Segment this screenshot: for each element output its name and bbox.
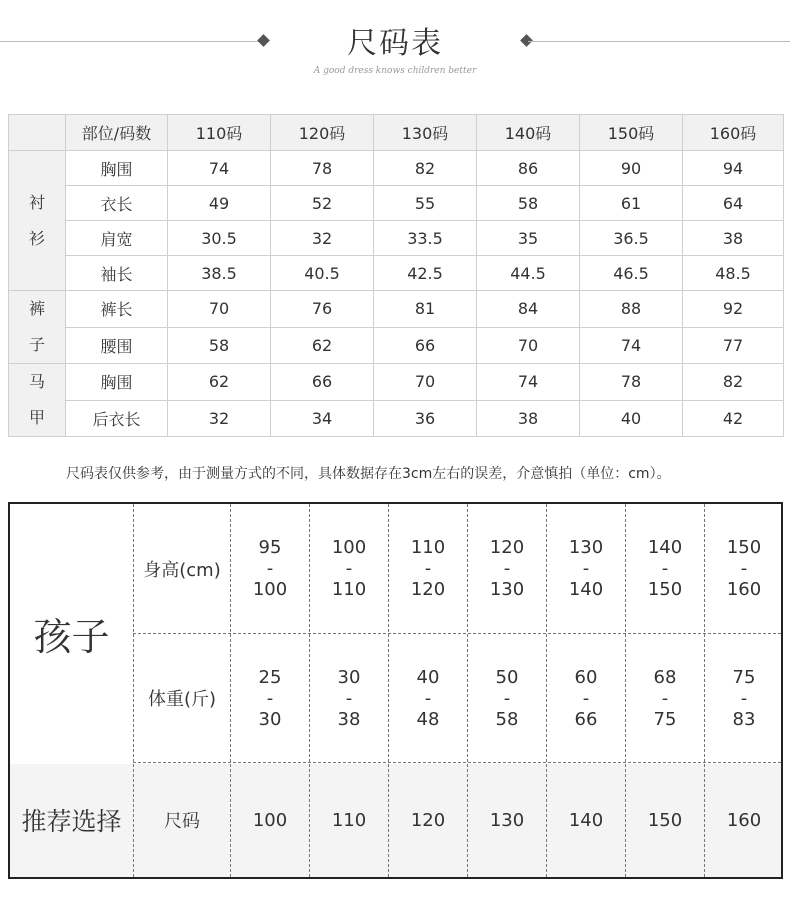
size-cell: 130: [489, 809, 525, 831]
measurement-cell: 35: [477, 221, 580, 256]
size-cell: 160: [726, 809, 762, 831]
range-dash: -: [582, 687, 590, 709]
height-cell: [389, 504, 467, 633]
measurement-cell: 42: [683, 400, 784, 437]
title-left-rule: [0, 41, 262, 42]
measurement-cell: 32: [168, 400, 271, 437]
size-cell: 120: [410, 809, 446, 831]
column-header: [9, 115, 66, 151]
height-cell: [468, 504, 546, 633]
measurement-cell: 92: [683, 291, 784, 328]
measurement-cell: 78: [271, 151, 374, 186]
column-header: 110码: [168, 115, 271, 151]
part-label: 袖长: [66, 256, 168, 291]
range-value: 150: [726, 537, 762, 558]
child-label: 孩子: [33, 614, 110, 659]
measurement-cell: 38: [683, 221, 784, 256]
size-chart-table: [8, 114, 784, 437]
part-label: 衣长: [66, 186, 168, 221]
height-cell: [547, 504, 625, 633]
measurement-cell: 66: [374, 327, 477, 364]
measurement-cell: 88: [580, 291, 683, 328]
group-label-char: 子: [28, 335, 45, 354]
column-header: 部位/码数: [66, 115, 168, 151]
group-label-char: 衬: [28, 192, 45, 212]
measurement-cell: 48.5: [683, 256, 784, 291]
range-value: 120: [410, 579, 446, 600]
weight-cell: [310, 634, 388, 762]
group-label: [9, 151, 66, 291]
range-dash: -: [424, 558, 432, 579]
range-value: 120: [489, 537, 525, 558]
height-cell: [626, 504, 704, 633]
measurement-cell: 62: [168, 364, 271, 401]
size-label: 尺码: [164, 811, 200, 832]
range-value: 140: [647, 537, 683, 558]
range-dash: -: [740, 558, 748, 579]
measurement-cell: 36.5: [580, 221, 683, 256]
range-value: 160: [726, 579, 762, 600]
measurement-cell: 94: [683, 151, 784, 186]
table-row: [9, 327, 784, 364]
size-cell: 100: [252, 809, 288, 831]
column-header: 120码: [271, 115, 374, 151]
recommend-label: 推荐选择: [21, 807, 122, 836]
height-label: 身高(cm): [143, 559, 221, 581]
weight-cell: [389, 634, 467, 762]
measurement-cell: 86: [477, 151, 580, 186]
range-dash: -: [740, 687, 748, 709]
group-label: [9, 291, 66, 364]
weight-cell: [626, 634, 704, 762]
column-header: 130码: [374, 115, 477, 151]
size-cell: 140: [568, 809, 604, 831]
height-cell: [310, 504, 388, 633]
range-value: 50: [495, 666, 519, 688]
column-header: 160码: [683, 115, 784, 151]
range-value: 100: [331, 537, 367, 558]
measurement-cell: 33.5: [374, 221, 477, 256]
table-row: [9, 256, 784, 291]
weight-cell: [705, 634, 783, 762]
weight-cell: [468, 634, 546, 762]
range-value: 30: [337, 666, 361, 688]
part-label: 肩宽: [66, 221, 168, 256]
range-dash: -: [661, 558, 669, 579]
measurement-cell: 38: [477, 400, 580, 437]
measurement-cell: 81: [374, 291, 477, 328]
weight-cell: [231, 634, 309, 762]
height-cell: [231, 504, 309, 633]
range-value: 30: [258, 708, 282, 730]
measurement-cell: 62: [271, 327, 374, 364]
weight-label: 体重(斤): [147, 689, 217, 710]
measurement-cell: 58: [168, 327, 271, 364]
table-row: [9, 186, 784, 221]
size-note: 尺码表仅供参考，由于测量方式的不同，具体数据存在3cm左右的误差，介意慎拍（单位：cm）。: [66, 466, 671, 482]
measurement-cell: 40: [580, 400, 683, 437]
measurement-cell: 58: [477, 186, 580, 221]
measurement-cell: 36: [374, 400, 477, 437]
range-dash: -: [582, 558, 590, 579]
measurement-cell: 84: [477, 291, 580, 328]
page-subtitle: A good dress knows children better: [313, 66, 477, 76]
measurement-cell: 66: [271, 364, 374, 401]
range-value: 130: [568, 537, 604, 558]
range-value: 110: [410, 537, 446, 558]
measurement-cell: 44.5: [477, 256, 580, 291]
title-right-rule: [528, 41, 790, 42]
range-dash: -: [503, 687, 511, 709]
measurement-cell: 90: [580, 151, 683, 186]
range-value: 25: [258, 666, 282, 688]
group-label: [9, 364, 66, 437]
part-label: 胸围: [66, 364, 168, 401]
range-value: 68: [653, 666, 677, 688]
range-value: 110: [331, 579, 367, 600]
range-value: 38: [337, 708, 361, 730]
range-value: 60: [574, 666, 598, 688]
table-row: [9, 151, 784, 186]
range-value: 58: [495, 708, 519, 730]
weight-cell: [547, 634, 625, 762]
group-label-char: 裤: [28, 299, 45, 318]
recommendation-panel: [8, 502, 783, 879]
size-cell: 110: [331, 809, 367, 831]
table-row: [9, 364, 784, 401]
range-dash: -: [266, 558, 274, 579]
group-label-char: 马: [28, 372, 45, 391]
measurement-cell: 64: [683, 186, 784, 221]
table-row: [9, 291, 784, 328]
measurement-cell: 61: [580, 186, 683, 221]
measurement-cell: 34: [271, 400, 374, 437]
range-value: 100: [252, 579, 288, 600]
range-value: 140: [568, 579, 604, 600]
measurement-cell: 76: [271, 291, 374, 328]
measurement-cell: 70: [374, 364, 477, 401]
range-dash: -: [503, 558, 511, 579]
part-label: 腰围: [66, 327, 168, 364]
measurement-cell: 78: [580, 364, 683, 401]
measurement-cell: 38.5: [168, 256, 271, 291]
column-header: 150码: [580, 115, 683, 151]
range-value: 75: [653, 708, 677, 730]
table-row: [9, 221, 784, 256]
measurement-cell: 74: [168, 151, 271, 186]
measurement-cell: 52: [271, 186, 374, 221]
table-header-row: [9, 115, 784, 151]
measurement-cell: 40.5: [271, 256, 374, 291]
range-dash: -: [345, 558, 353, 579]
range-dash: -: [266, 687, 274, 709]
range-value: 150: [647, 579, 683, 600]
range-value: 83: [732, 708, 756, 730]
part-label: 胸围: [66, 151, 168, 186]
range-value: 95: [258, 537, 282, 558]
group-label-char: 衫: [28, 228, 45, 248]
page-title: 尺码表: [347, 26, 443, 61]
group-label-char: 甲: [28, 408, 45, 427]
range-value: 48: [416, 708, 440, 730]
table-row: [9, 400, 784, 437]
range-dash: -: [661, 687, 669, 709]
measurement-cell: 82: [683, 364, 784, 401]
measurement-cell: 46.5: [580, 256, 683, 291]
height-cell: [705, 504, 783, 633]
range-dash: -: [345, 687, 353, 709]
range-value: 40: [416, 666, 440, 688]
measurement-cell: 49: [168, 186, 271, 221]
measurement-cell: 32: [271, 221, 374, 256]
measurement-cell: 42.5: [374, 256, 477, 291]
column-header: 140码: [477, 115, 580, 151]
measurement-cell: 74: [477, 364, 580, 401]
range-value: 75: [732, 666, 756, 688]
measurement-cell: 30.5: [168, 221, 271, 256]
part-label: 后衣长: [66, 400, 168, 437]
range-value: 130: [489, 579, 525, 600]
measurement-cell: 82: [374, 151, 477, 186]
measurement-cell: 77: [683, 327, 784, 364]
range-dash: -: [424, 687, 432, 709]
measurement-cell: 70: [168, 291, 271, 328]
measurement-cell: 74: [580, 327, 683, 364]
range-value: 66: [574, 708, 598, 730]
size-cell: 150: [647, 809, 683, 831]
part-label: 裤长: [66, 291, 168, 328]
measurement-cell: 55: [374, 186, 477, 221]
measurement-cell: 70: [477, 327, 580, 364]
